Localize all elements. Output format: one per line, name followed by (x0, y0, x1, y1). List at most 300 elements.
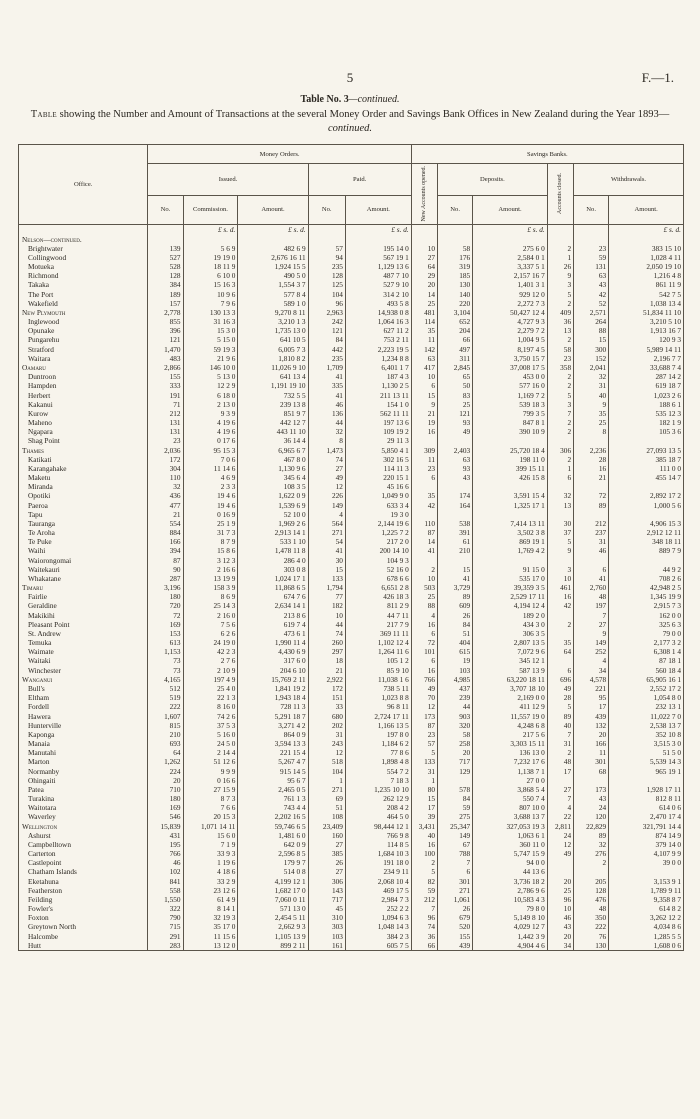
cell-withdrawals-amount: 4,034 8 6 (609, 922, 684, 931)
cell-new-accounts: 481 (411, 308, 437, 317)
cell-withdrawals-no: 34 (574, 666, 609, 675)
office-name: Ashurst (19, 831, 148, 840)
cell-new-accounts: 3,431 (411, 822, 437, 831)
cell-deposits-amount: 1,138 7 1 (473, 766, 548, 775)
cell-withdrawals-amount: 812 8 11 (609, 794, 684, 803)
cell-withdrawals-no: 32 (574, 840, 609, 849)
header-withdrawals: Withdrawals. (574, 164, 684, 196)
cell-withdrawals-amount: 232 13 1 (609, 702, 684, 711)
cell-paid-no: 303 (308, 922, 345, 931)
table-row (19, 638, 684, 647)
cell-deposits-amount: 4,248 6 8 (473, 721, 548, 730)
cell-new-accounts: 9 (411, 400, 437, 409)
cell-accounts-closed (547, 436, 573, 445)
cell-withdrawals-amount: 2,912 12 11 (609, 528, 684, 537)
cell-paid-no: 44 (308, 620, 345, 629)
cell-issued-amount: 15,769 2 11 (238, 675, 308, 684)
cell-paid-amount: 2,223 19 5 (345, 345, 411, 354)
office-name: Carterton (19, 849, 148, 858)
cell-withdrawals-no: 9 (574, 629, 609, 638)
table-row (19, 519, 684, 528)
cell-deposits-no: 538 (438, 519, 473, 528)
office-name: Brightwater (19, 244, 148, 253)
cell-issued-amount: 2,596 8 5 (238, 849, 308, 858)
cell-paid-no: 74 (308, 455, 345, 464)
cell-new-accounts: 12 (411, 702, 437, 711)
table-row (19, 803, 684, 812)
cell-withdrawals-amount (609, 235, 684, 244)
cell-withdrawals-no: 43 (574, 794, 609, 803)
table-row (19, 601, 684, 610)
table-row (19, 941, 684, 951)
cell-accounts-closed: 2 (547, 299, 573, 308)
cell-deposits-no: 275 (438, 812, 473, 821)
cell-deposits-no (438, 482, 473, 491)
office-name: Temuka (19, 638, 148, 647)
table-row (19, 455, 684, 464)
cell-paid-amount: 252 2 2 (345, 904, 411, 913)
cell-deposits-amount: 577 16 0 (473, 381, 548, 390)
cell-new-accounts: 766 (411, 675, 437, 684)
units-cell (148, 224, 183, 235)
cell-paid-amount: 1,898 4 8 (345, 757, 411, 766)
cell-issued-commission: 2 13 0 (183, 400, 238, 409)
cell-paid-no: 235 (308, 262, 345, 271)
cell-deposits-amount: 25,720 18 4 (473, 445, 548, 454)
cell-withdrawals-no: 7 (574, 611, 609, 620)
table-row (19, 381, 684, 390)
cell-accounts-closed: 1 (547, 253, 573, 262)
cell-accounts-closed: 49 (547, 849, 573, 858)
office-name: Oamaru (19, 363, 148, 372)
cell-new-accounts: 142 (411, 345, 437, 354)
cell-withdrawals-amount: 619 18 7 (609, 381, 684, 390)
cell-issued-commission: 33 2 9 (183, 877, 238, 886)
cell-deposits-amount: 2,584 0 1 (473, 253, 548, 262)
cell-deposits-no: 140 (438, 290, 473, 299)
cell-accounts-closed: 2 (547, 427, 573, 436)
cell-withdrawals-no: 6 (574, 565, 609, 574)
cell-deposits-no: 311 (438, 354, 473, 363)
cell-new-accounts: 21 (411, 409, 437, 418)
cell-accounts-closed: 30 (547, 519, 573, 528)
cell-withdrawals-amount: 1,345 19 9 (609, 592, 684, 601)
cell-deposits-amount: 799 3 5 (473, 409, 548, 418)
cell-paid-no: 32 (308, 427, 345, 436)
cell-issued-no: 815 (148, 721, 183, 730)
cell-new-accounts: 74 (411, 922, 437, 931)
cell-issued-no: 157 (148, 299, 183, 308)
cell-issued-no: 224 (148, 766, 183, 775)
cell-deposits-amount: 550 7 4 (473, 794, 548, 803)
cell-accounts-closed: 3 (547, 565, 573, 574)
cell-issued-no: 121 (148, 335, 183, 344)
cell-deposits-no: 1,061 (438, 895, 473, 904)
office-name: Waimate (19, 647, 148, 656)
cell-paid-no: 297 (308, 647, 345, 656)
office-name: Nelson—continued. (19, 235, 148, 244)
cell-withdrawals-amount: 2,915 7 3 (609, 601, 684, 610)
cell-new-accounts: 16 (411, 427, 437, 436)
cell-deposits-no: 58 (438, 730, 473, 739)
cell-issued-commission: 10 9 6 (183, 290, 238, 299)
header-savings-banks: Savings Banks. (411, 145, 683, 164)
cell-accounts-closed (547, 556, 573, 565)
office-name: The Port (19, 290, 148, 299)
cell-withdrawals-no: 31 (574, 381, 609, 390)
cell-accounts-closed: 2 (547, 418, 573, 427)
header-accounts-closed-text: Accounts closed. (556, 173, 563, 215)
cell-issued-amount: 239 13 8 (238, 400, 308, 409)
page-number: 5 (346, 70, 354, 85)
office-name: Normanby (19, 766, 148, 775)
cell-deposits-no: 439 (438, 941, 473, 951)
cell-new-accounts: 417 (411, 363, 437, 372)
cell-paid-amount: 753 2 11 (345, 335, 411, 344)
cell-issued-no: 512 (148, 684, 183, 693)
cell-new-accounts: 1 (411, 776, 437, 785)
cell-deposits-amount: 1,004 9 5 (473, 335, 548, 344)
office-name: Patea (19, 785, 148, 794)
cell-paid-no: 442 (308, 345, 345, 354)
cell-accounts-closed: 43 (547, 922, 573, 931)
cell-issued-amount: 1,735 13 0 (238, 326, 308, 335)
office-name: Fordell (19, 702, 148, 711)
cell-new-accounts: 100 (411, 849, 437, 858)
office-name: Duntroon (19, 372, 148, 381)
table-row (19, 858, 684, 867)
office-name: Waiorongomai (19, 556, 148, 565)
cell-issued-commission: 5 13 0 (183, 372, 238, 381)
cell-deposits-no: 15 (438, 565, 473, 574)
cell-issued-no: 46 (148, 858, 183, 867)
header-deposits-no: No. (438, 196, 473, 224)
cell-issued-no: 73 (148, 656, 183, 665)
header-issued-amount: Amount. (238, 196, 308, 224)
cell-deposits-no: 26 (438, 611, 473, 620)
cell-withdrawals-amount: 2,050 19 10 (609, 262, 684, 271)
cell-accounts-closed: 48 (547, 757, 573, 766)
cell-issued-commission: 2 10 9 (183, 666, 238, 675)
cell-new-accounts: 96 (411, 913, 437, 922)
cell-paid-amount: 14,938 0 8 (345, 308, 411, 317)
cell-new-accounts: 173 (411, 711, 437, 720)
cell-paid-no: 306 (308, 877, 345, 886)
cell-withdrawals-no (574, 510, 609, 519)
cell-withdrawals-no: 8 (574, 427, 609, 436)
cell-deposits-no: 43 (438, 473, 473, 482)
cell-paid-amount: 1,234 8 8 (345, 354, 411, 363)
cell-issued-commission: 24 19 0 (183, 638, 238, 647)
cell-accounts-closed: 5 (547, 537, 573, 546)
cell-issued-no: 1,262 (148, 757, 183, 766)
cell-paid-amount: 1,264 11 6 (345, 647, 411, 656)
cell-new-accounts: 23 (411, 464, 437, 473)
cell-withdrawals-no: 2,760 (574, 583, 609, 592)
cell-issued-amount: 95 6 7 (238, 776, 308, 785)
cell-withdrawals-no: 4 (574, 656, 609, 665)
cell-paid-no: 271 (308, 528, 345, 537)
cell-issued-no: 72 (148, 611, 183, 620)
cell-withdrawals-amount: 65,905 16 1 (609, 675, 684, 684)
cell-issued-no: 322 (148, 904, 183, 913)
cell-issued-commission: 19 4 6 (183, 500, 238, 509)
office-name: Waitara (19, 354, 148, 363)
cell-withdrawals-amount: 2,538 13 7 (609, 721, 684, 730)
cell-issued-commission: 23 12 6 (183, 886, 238, 895)
table-row (19, 418, 684, 427)
cell-paid-no: 45 (308, 904, 345, 913)
header-issued: Issued. (148, 164, 308, 196)
cell-withdrawals-no: 173 (574, 785, 609, 794)
table-row (19, 290, 684, 299)
office-name: Hunterville (19, 721, 148, 730)
cell-accounts-closed: 36 (547, 317, 573, 326)
office-name: Shag Point (19, 436, 148, 445)
cell-issued-no: 304 (148, 464, 183, 473)
cell-deposits-no: 67 (438, 840, 473, 849)
cell-paid-amount: 633 3 4 (345, 500, 411, 509)
cell-accounts-closed: 26 (547, 262, 573, 271)
cell-deposits-amount: 3,688 13 7 (473, 812, 548, 821)
cell-issued-amount: 3,271 4 2 (238, 721, 308, 730)
cell-withdrawals-amount: 6,308 1 4 (609, 647, 684, 656)
cell-withdrawals-amount: 3,262 12 2 (609, 913, 684, 922)
cell-issued-amount: 317 6 0 (238, 656, 308, 665)
office-name: Motueka (19, 262, 148, 271)
cell-new-accounts: 39 (411, 812, 437, 821)
cell-withdrawals-no: 252 (574, 647, 609, 656)
cell-issued-amount: 761 1 3 (238, 794, 308, 803)
cell-withdrawals-amount: 861 11 9 (609, 280, 684, 289)
cell-paid-amount: 738 5 11 (345, 684, 411, 693)
cell-deposits-no: 149 (438, 831, 473, 840)
cell-accounts-closed: 306 (547, 445, 573, 454)
office-name: Ohingaiti (19, 776, 148, 785)
office-name: Waitaki (19, 656, 148, 665)
cell-deposits-no (438, 436, 473, 445)
cell-withdrawals-amount: 321,791 14 4 (609, 822, 684, 831)
cell-issued-no: 3,196 (148, 583, 183, 592)
cell-issued-commission: 7 1 9 (183, 840, 238, 849)
cell-issued-amount: 221 15 4 (238, 748, 308, 757)
table-row (19, 647, 684, 656)
cell-issued-commission: 2 7 6 (183, 656, 238, 665)
cell-issued-amount: 11,868 6 5 (238, 583, 308, 592)
cell-issued-amount: 642 0 9 (238, 840, 308, 849)
table-row (19, 766, 684, 775)
cell-paid-amount: 191 18 0 (345, 858, 411, 867)
cell-paid-amount: 104 9 3 (345, 556, 411, 565)
cell-deposits-no: 51 (438, 629, 473, 638)
cell-deposits-no: 59 (438, 803, 473, 812)
cell-accounts-closed: 10 (547, 904, 573, 913)
cell-new-accounts: 14 (411, 290, 437, 299)
office-name: Whakatane (19, 574, 148, 583)
cell-new-accounts: 6 (411, 381, 437, 390)
cell-withdrawals-no: 27 (574, 620, 609, 629)
cell-issued-no: 21 (148, 510, 183, 519)
cell-deposits-no: 130 (438, 280, 473, 289)
table-row (19, 913, 684, 922)
table-row (19, 244, 684, 253)
cell-issued-commission: 9 9 9 (183, 766, 238, 775)
cell-withdrawals-no: 2,571 (574, 308, 609, 317)
cell-new-accounts: 82 (411, 877, 437, 886)
cell-issued-amount: 482 6 9 (238, 244, 308, 253)
cell-new-accounts: 14 (411, 537, 437, 546)
cell-paid-no: 31 (308, 730, 345, 739)
header-paid-no: No. (308, 196, 345, 224)
office-name: Ngapara (19, 427, 148, 436)
cell-deposits-no: 25,347 (438, 822, 473, 831)
cell-deposits-amount: 7,414 13 11 (473, 519, 548, 528)
units-cell (19, 224, 148, 235)
cell-issued-amount: 674 7 6 (238, 592, 308, 601)
cell-deposits-no: 41 (438, 574, 473, 583)
cell-withdrawals-no: 300 (574, 345, 609, 354)
cell-deposits-no: 437 (438, 684, 473, 693)
cell-withdrawals-no: 17 (574, 702, 609, 711)
office-name: Kakanui (19, 400, 148, 409)
cell-paid-no: 1 (308, 776, 345, 785)
cell-deposits-amount: 2,529 17 11 (473, 592, 548, 601)
cell-issued-commission: 25 14 3 (183, 601, 238, 610)
cell-accounts-closed: 7 (547, 730, 573, 739)
cell-deposits-amount: 91 15 0 (473, 565, 548, 574)
table-row (19, 831, 684, 840)
cell-new-accounts: 25 (411, 299, 437, 308)
cell-new-accounts: 87 (411, 721, 437, 730)
office-name: Waihi (19, 546, 148, 555)
cell-deposits-amount: 539 18 3 (473, 400, 548, 409)
office-name: Waverley (19, 812, 148, 821)
cell-issued-commission: 158 3 9 (183, 583, 238, 592)
table-row (19, 427, 684, 436)
cell-paid-amount: 1,094 6 3 (345, 913, 411, 922)
cell-issued-amount: 204 6 10 (238, 666, 308, 675)
cell-issued-commission: 95 15 3 (183, 445, 238, 454)
cell-accounts-closed (547, 510, 573, 519)
cell-issued-commission: 146 10 0 (183, 363, 238, 372)
cell-issued-no: 2,036 (148, 445, 183, 454)
cell-withdrawals-no: 130 (574, 941, 609, 951)
table-row (19, 317, 684, 326)
cell-deposits-no: 84 (438, 794, 473, 803)
cell-deposits-amount: 2,169 0 0 (473, 693, 548, 702)
cell-issued-amount: 514 0 8 (238, 867, 308, 876)
office-name: Hampden (19, 381, 148, 390)
office-name: Marton (19, 757, 148, 766)
cell-deposits-amount: 189 2 0 (473, 611, 548, 620)
cell-deposits-no: 615 (438, 647, 473, 656)
cell-withdrawals-amount: 2,196 7 7 (609, 354, 684, 363)
cell-withdrawals-amount: 27,093 13 5 (609, 445, 684, 454)
header-paid: Paid. (308, 164, 411, 196)
cell-issued-amount: 619 7 4 (238, 620, 308, 629)
cell-withdrawals-no: 276 (574, 849, 609, 858)
cell-issued-commission: 21 9 6 (183, 354, 238, 363)
cell-accounts-closed: 96 (547, 895, 573, 904)
cell-withdrawals-no: 72 (574, 491, 609, 500)
cell-new-accounts: 15 (411, 390, 437, 399)
cell-paid-amount: 1,130 2 5 (345, 381, 411, 390)
cell-deposits-no: 121 (438, 409, 473, 418)
cell-withdrawals-amount: 560 18 4 (609, 666, 684, 675)
cell-withdrawals-no: 166 (574, 739, 609, 748)
cell-issued-commission: 31 16 3 (183, 317, 238, 326)
cell-paid-amount: 29 11 3 (345, 436, 411, 445)
cell-accounts-closed: 2 (547, 748, 573, 757)
cell-issued-no: 4,165 (148, 675, 183, 684)
cell-deposits-no: 66 (438, 335, 473, 344)
cell-deposits-no: 2,403 (438, 445, 473, 454)
table-row (19, 473, 684, 482)
units-cell (574, 224, 609, 235)
cell-issued-commission: 3 12 3 (183, 556, 238, 565)
cell-deposits-no: 6 (438, 867, 473, 876)
cell-accounts-closed: 89 (547, 711, 573, 720)
units-cell (308, 224, 345, 235)
cell-accounts-closed: 2 (547, 381, 573, 390)
cell-accounts-closed: 37 (547, 528, 573, 537)
cell-new-accounts: 6 (411, 473, 437, 482)
cell-deposits-no: 271 (438, 886, 473, 895)
cell-paid-no: 518 (308, 757, 345, 766)
cell-issued-commission: 6 2 6 (183, 629, 238, 638)
cell-paid-amount: 234 9 11 (345, 867, 411, 876)
cell-accounts-closed: 9 (547, 546, 573, 555)
cell-issued-no: 2,866 (148, 363, 183, 372)
office-name: Wakefield (19, 299, 148, 308)
cell-paid-amount (345, 235, 411, 244)
cell-issued-no: 558 (148, 886, 183, 895)
cell-issued-no: 394 (148, 546, 183, 555)
cell-issued-amount: 6,005 7 3 (238, 345, 308, 354)
cell-issued-no: 546 (148, 812, 183, 821)
cell-deposits-amount: 4,029 12 7 (473, 922, 548, 931)
cell-issued-no: 195 (148, 840, 183, 849)
cell-issued-amount: 641 10 5 (238, 335, 308, 344)
cell-issued-no: 790 (148, 913, 183, 922)
units-cell (411, 224, 437, 235)
cell-issued-amount: 7,060 0 11 (238, 895, 308, 904)
cell-issued-amount: 179 9 7 (238, 858, 308, 867)
cell-new-accounts: 19 (411, 418, 437, 427)
cell-withdrawals-amount: 1,928 17 11 (609, 785, 684, 794)
cell-accounts-closed: 2 (547, 244, 573, 253)
office-name: Collingwood (19, 253, 148, 262)
cell-issued-no: 102 (148, 867, 183, 876)
table-row (19, 675, 684, 684)
cell-issued-commission: 8 14 1 (183, 904, 238, 913)
cell-withdrawals-no: 197 (574, 601, 609, 610)
cell-deposits-amount: 1,442 3 9 (473, 932, 548, 941)
cell-deposits-no: 65 (438, 372, 473, 381)
table-row (19, 629, 684, 638)
cell-accounts-closed: 13 (547, 326, 573, 335)
cell-issued-commission: 20 15 3 (183, 812, 238, 821)
table-row (19, 877, 684, 886)
cell-deposits-no: 210 (438, 546, 473, 555)
cell-issued-amount: 490 5 0 (238, 271, 308, 280)
cell-new-accounts: 63 (411, 354, 437, 363)
cell-paid-amount: 200 14 10 (345, 546, 411, 555)
cell-withdrawals-amount: 325 6 3 (609, 620, 684, 629)
cell-issued-amount (238, 235, 308, 244)
cell-issued-no: 1,550 (148, 895, 183, 904)
caption-lead: Table (30, 109, 57, 120)
